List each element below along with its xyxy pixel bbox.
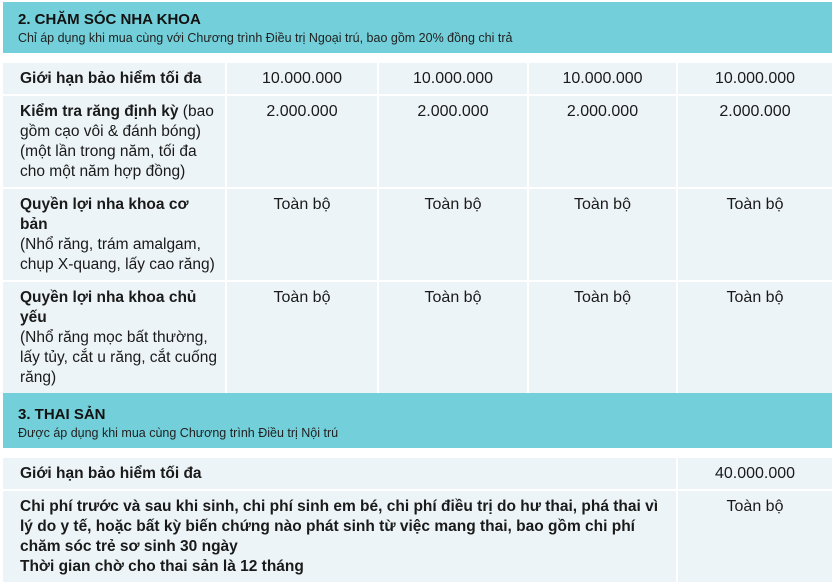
row-label-bold: Giới hạn bảo hiểm tối đa	[20, 70, 202, 87]
row-label-bold: Kiểm tra răng định kỳ	[20, 103, 179, 120]
maternity-section-title: 3. THAI SẢN	[18, 406, 106, 423]
cell-value: Toàn bộ	[528, 281, 677, 393]
cell-value: 10.000.000	[226, 63, 378, 95]
cell-value: 10.000.000	[528, 63, 677, 95]
cell-value: Toàn bộ	[226, 188, 378, 281]
row-label: Giới hạn bảo hiểm tối đa	[3, 458, 677, 490]
cell-value: Toàn bộ	[378, 281, 528, 393]
dental-section-subtitle: Chỉ áp dụng khi mua cùng với Chương trình Điều trị Ngoại trú, bao gồm 20% đồng chi trả	[18, 31, 513, 45]
benefits-table	[3, 2, 832, 582]
table-row-dental-major	[3, 281, 832, 393]
table-row-dental-checkup	[3, 95, 832, 188]
row-label	[3, 281, 226, 393]
cell-value: 2.000.000	[226, 95, 378, 188]
cell-value: Toàn bộ	[677, 281, 832, 393]
spacer	[3, 448, 832, 458]
cell-value: Toàn bộ	[677, 490, 832, 582]
cell-value: 2.000.000	[378, 95, 528, 188]
table-row-maternity-limit	[3, 458, 832, 490]
cell-value: Toàn bộ	[528, 188, 677, 281]
cell-value: 10.000.000	[677, 63, 832, 95]
maternity-waiting-label: Thời gian chờ cho thai sản là 12 tháng	[20, 558, 304, 575]
row-label	[3, 95, 226, 188]
row-label-detail: (Nhổ răng, trám amalgam, chụp X-quang, lấy cao răng)	[20, 236, 215, 273]
row-label	[3, 188, 226, 281]
row-label-bold: Quyền lợi nha khoa cơ bản	[20, 196, 189, 233]
row-label	[3, 63, 226, 95]
maternity-section-subtitle: Được áp dụng khi mua cùng Chương trình Điều trị Nội trú	[18, 426, 339, 440]
cell-value: 2.000.000	[528, 95, 677, 188]
maternity-cost-label: Chi phí trước và sau khi sinh, chi phí sinh em bé, chi phí điều trị do hư thai, phá thai vì lý do y tế, hoặc bất kỳ biến chứng nào phát sinh từ việc mang thai, bao gồm chi phí chăm sóc trẻ sơ sinh 30 ngày	[20, 498, 659, 555]
spacer	[3, 53, 832, 63]
table-row-dental-basic	[3, 188, 832, 281]
maternity-section-header	[3, 393, 832, 448]
dental-section-header	[3, 2, 832, 53]
cell-value: Toàn bộ	[378, 188, 528, 281]
cell-value: 10.000.000	[378, 63, 528, 95]
row-label-detail: (bao gồm cạo vôi & đánh bóng) (một lần trong năm, tối đa cho một năm hợp đồng)	[20, 103, 214, 180]
row-label	[3, 490, 677, 582]
table-row-dental-limit	[3, 63, 832, 95]
cell-value: Toàn bộ	[226, 281, 378, 393]
row-label-detail: (Nhổ răng mọc bất thường, lấy tủy, cắt u răng, cắt cuống răng)	[20, 329, 218, 386]
cell-value: 40.000.000	[677, 458, 832, 490]
row-label-bold: Quyền lợi nha khoa chủ yếu	[20, 289, 197, 326]
dental-section-title: 2. CHĂM SÓC NHA KHOA	[18, 11, 201, 28]
cell-value: Toàn bộ	[677, 188, 832, 281]
cell-value: 2.000.000	[677, 95, 832, 188]
table-row-maternity-costs	[3, 490, 832, 582]
